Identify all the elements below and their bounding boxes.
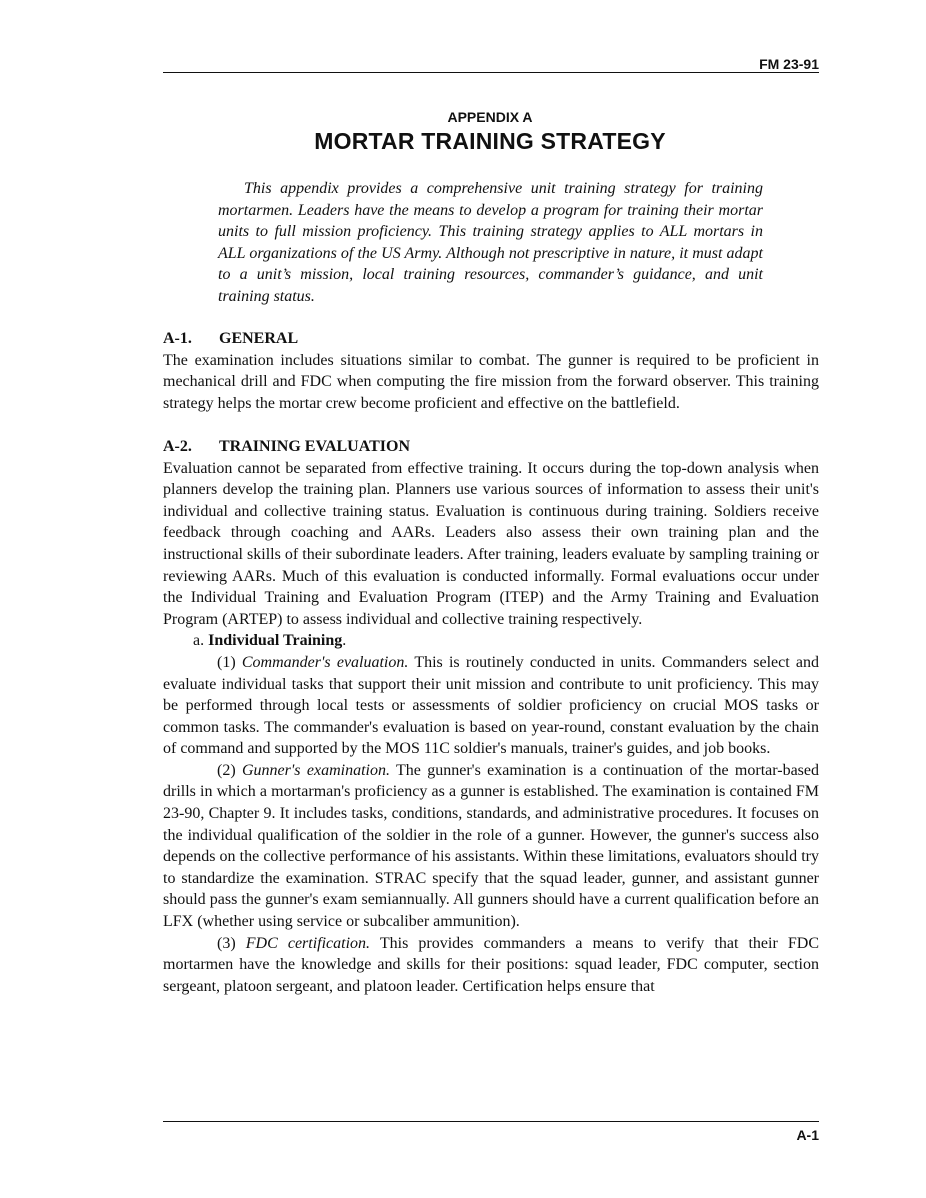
item-text: This is routinely conducted in units. Commanders select and evaluate individual tasks that support their unit mission and contribute to unit proficiency. This may be performed through local tests or assessments of soldier proficiency on crucial MOS tasks or common tasks. The commander's evaluation is based on year-round, constant evaluation by the chain of command and supported by the MOS 11C soldier's manuals, trainer's guides, and job books. bbox=[163, 653, 820, 758]
general-paragraph: The examination includes situations similar to combat. The gunner is required to be proficient in mechanical drill and FDC when computing the fire mission from the forward observer. This training strategy helps the mortar crew become proficient and effective on the battlefield. bbox=[163, 351, 819, 412]
item-text: The gunner's examination is a continuation of the mortar-based drills in which a mortarman's proficiency as a gunner is established. The examination is contained FM 23-90, Chapter 9. It includes tasks, conditions, standards, and administrative procedures. It focuses on the individual qualification of the soldier in the role of a gunner. However, the gunner's success also depends on the collective performance of his assistants. Within these limitations, evaluators should try to standardize the examination. STRAC specify that the squad leader, gunner, and assistant gunner should pass the gunner's exam semiannually. All gunners should have a current qualification before an LFX (whether using service or subcaliber ammunition). bbox=[163, 761, 819, 931]
item-text: This provides commanders a means to verify that their FDC mortarmen have the knowledge and skills for their positions: squad leader, FDC computer, section sergeant, platoon sergeant, and platoon leader. Certification helps ensure that bbox=[163, 934, 820, 995]
evaluation-paragraph: Evaluation cannot be separated from effective training. It occurs during the top-down analysis when planners develop the training plan. Planners use various sources of information to assess their unit's individual and collective training status. Evaluation is continuous during training. Soldiers receive feedback through coaching and AARs. Leaders also assess their own training plan and the instructional skills of their subordinate leaders. After training, leaders evaluate by sampling training or reviewing AARs. Much of this evaluation is conducted informally. Formal evaluations occur under the Individual Training and Evaluation Program (ITEP) and the Army Training and Evaluation Program (ARTEP) to assess individual and collective training respectively. bbox=[163, 459, 819, 628]
header-rule bbox=[163, 72, 819, 73]
subsection-heading-individual-training bbox=[163, 630, 819, 652]
intro-paragraph: This appendix provides a comprehensive unit training strategy for training mortarmen. Leaders have the means to develop a program for training their mortar units to full mission proficiency. This training strategy applies to ALL mortars in ALL organizations of the US Army. Although not prescriptive in nature, it must adapt to a unit’s mission, local training resources, commander’s guidance, and unit training status. bbox=[218, 180, 763, 305]
item-label: (2) bbox=[217, 761, 236, 779]
page-title: MORTAR TRAINING STRATEGY bbox=[314, 128, 666, 154]
item-commanders-evaluation bbox=[163, 652, 819, 760]
page-number: A-1 bbox=[796, 1127, 819, 1143]
section-title: GENERAL bbox=[219, 330, 299, 347]
item-label: (3) bbox=[217, 934, 236, 952]
section-number: A-2. bbox=[163, 437, 192, 455]
item-heading: Gunner's examination. bbox=[242, 761, 390, 779]
item-heading: Commander's evaluation. bbox=[241, 653, 409, 671]
main-body bbox=[163, 328, 819, 997]
appendix-label: APPENDIX A bbox=[447, 109, 533, 125]
item-fdc-certification bbox=[163, 933, 819, 998]
item-label: (1) bbox=[217, 653, 236, 671]
item-gunners-examination bbox=[163, 760, 819, 933]
section-heading-general bbox=[163, 328, 819, 350]
subsection-letter: a. bbox=[193, 632, 205, 650]
subsection-title: Individual Training bbox=[208, 632, 343, 650]
item-heading: FDC certification. bbox=[245, 934, 371, 952]
section-heading-evaluation bbox=[163, 436, 819, 458]
subsection-period: . bbox=[342, 632, 347, 650]
footer-rule bbox=[163, 1121, 819, 1122]
document-id: FM 23-91 bbox=[759, 56, 819, 72]
section-title: TRAINING EVALUATION bbox=[219, 437, 410, 455]
section-number: A-1. bbox=[163, 330, 192, 347]
